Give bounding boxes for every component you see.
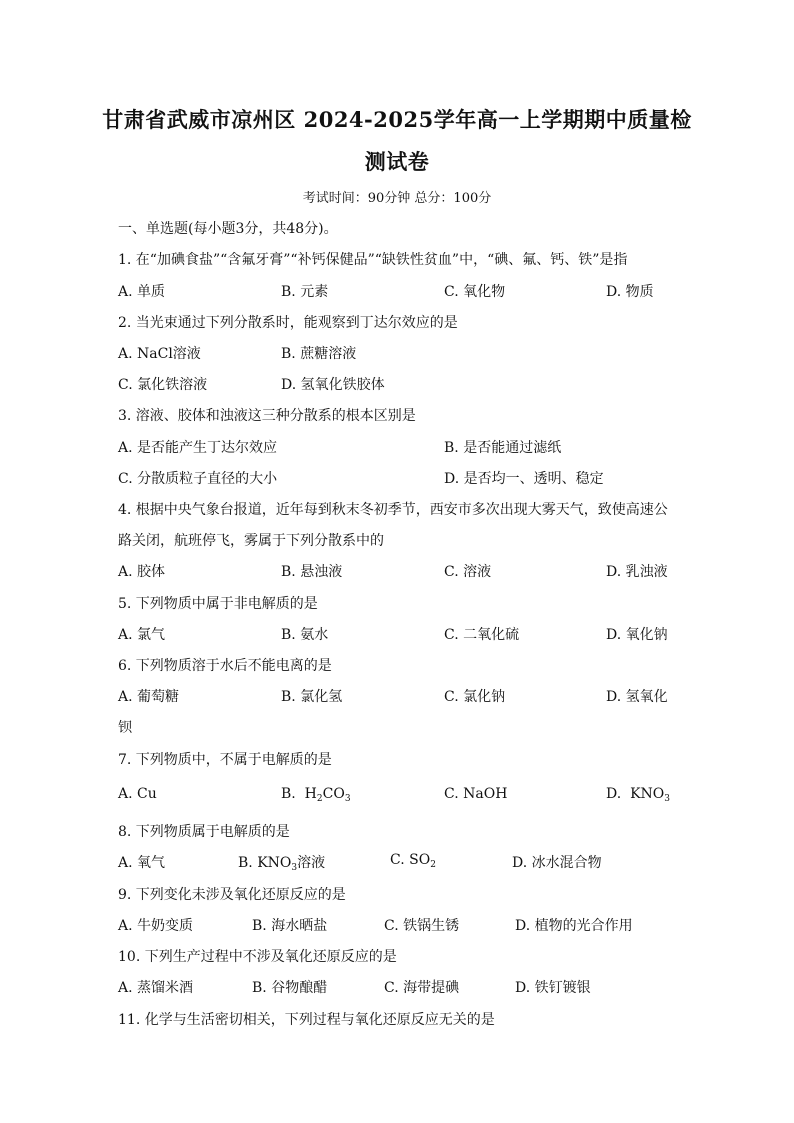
question-6-option-d: D. 氢氧化 xyxy=(606,689,668,705)
question-5-option-d: D. 氧化钠 xyxy=(606,627,668,643)
exam-info: 考试时间：90分钟 总分：100分 xyxy=(302,191,492,206)
exam-title-line2: 测试卷 xyxy=(364,149,430,174)
question-5-option-c: C. 二氧化硫 xyxy=(444,627,520,643)
question-3-option-d: D. 是否均一、透明、稳定 xyxy=(444,471,604,487)
question-5-option-a: A. 氯气 xyxy=(118,627,166,643)
question-1-option-a: A. 单质 xyxy=(118,284,166,300)
question-8-option-d: D. 冰水混合物 xyxy=(512,855,602,871)
question-6-option-a: A. 葡萄糖 xyxy=(118,689,180,705)
question-2-option-a: A. NaCl溶液 xyxy=(118,346,201,362)
formula-kno3: $KNO_3$ xyxy=(630,786,671,804)
question-10-option-b: B. 谷物酿醋 xyxy=(252,980,328,996)
option-letter: D. xyxy=(606,786,622,802)
question-6-stem: 6. 下列物质溶于水后不能电离的是 xyxy=(118,658,332,674)
question-6-option-b: B. 氯化氢 xyxy=(281,689,343,705)
question-9-option-c: C. 铁锅生锈 xyxy=(384,918,460,934)
question-9-option-b: B. 海水晒盐 xyxy=(252,918,328,934)
question-1-option-c: C. 氧化物 xyxy=(444,284,506,300)
question-7-option-b xyxy=(281,786,351,802)
question-4-stem-line2: 路关闭，航班停飞，雾属于下列分散系中的 xyxy=(118,533,384,549)
question-2-option-d: D. 氢氧化铁胶体 xyxy=(281,377,385,393)
option-letter: B. xyxy=(281,786,296,802)
question-3-option-a: A. 是否能产生丁达尔效应 xyxy=(118,440,278,456)
question-6-option-d-wrap: 钡 xyxy=(118,720,132,736)
question-10-option-c: C. 海带提碘 xyxy=(384,980,460,996)
exam-title-line1: 甘肃省武威市凉州区 2024-2025学年高一上学期期中质量检 xyxy=(102,107,692,132)
section-heading: 一、单选题(每小题3分，共48分)。 xyxy=(118,221,338,237)
question-7-option-c: C. NaOH xyxy=(444,786,508,802)
question-9-option-a: A. 牛奶变质 xyxy=(118,918,194,934)
question-2-option-b: B. 蔗糖溶液 xyxy=(281,346,357,362)
question-1-stem: 1. 在“加碘食盐”“含氟牙膏”“补钙保健品”“缺铁性贫血”中，“碘、氟、钙、铁”是指 xyxy=(118,252,628,268)
question-9-option-d: D. 植物的光合作用 xyxy=(515,918,633,934)
question-6-option-c: C. 氯化钠 xyxy=(444,689,506,705)
question-10-option-a: A. 蒸馏米酒 xyxy=(118,980,194,996)
question-7-option-d xyxy=(606,786,670,802)
question-10-option-d: D. 铁钉镀银 xyxy=(515,980,591,996)
question-1-option-d: D. 物质 xyxy=(606,284,654,300)
question-4-option-b: B. 悬浊液 xyxy=(281,564,343,580)
question-2-stem: 2. 当光束通过下列分散系时，能观察到丁达尔效应的是 xyxy=(118,315,458,331)
question-9-stem: 9. 下列变化未涉及氧化还原反应的是 xyxy=(118,887,346,903)
question-8-stem: 8. 下列物质属于电解质的是 xyxy=(118,824,290,840)
question-3-option-b: B. 是否能通过滤纸 xyxy=(444,440,562,456)
question-10-stem: 10. 下列生产过程中不涉及氧化还原反应的是 xyxy=(118,949,397,965)
question-5-option-b: B. 氨水 xyxy=(281,627,329,643)
question-7-stem: 7. 下列物质中，不属于电解质的是 xyxy=(118,752,332,768)
question-8-option-b: B. $KNO_3$溶液 xyxy=(238,855,326,873)
question-7-option-a: A. Cu xyxy=(118,786,157,802)
question-4-option-a: A. 胶体 xyxy=(118,564,166,580)
question-8-option-c: C. $SO_2$ xyxy=(390,852,436,870)
question-4-stem-line1: 4. 根据中央气象台报道，近年每到秋末冬初季节，西安市多次出现大雾天气，致使高速公 xyxy=(118,502,668,518)
question-5-stem: 5. 下列物质中属于非电解质的是 xyxy=(118,596,318,612)
question-4-option-c: C. 溶液 xyxy=(444,564,492,580)
question-8-option-a: A. 氧气 xyxy=(118,855,166,871)
question-3-option-c: C. 分散质粒子直径的大小 xyxy=(118,471,278,487)
question-1-option-b: B. 元素 xyxy=(281,284,329,300)
formula-h2co3: $H_2CO_3$ xyxy=(304,786,351,804)
question-3-stem: 3. 溶液、胶体和浊液这三种分散系的根本区别是 xyxy=(118,408,416,424)
question-11-stem: 11. 化学与生活密切相关，下列过程与氧化还原反应无关的是 xyxy=(118,1012,495,1028)
question-4-option-d: D. 乳浊液 xyxy=(606,564,668,580)
question-2-option-c: C. 氯化铁溶液 xyxy=(118,377,208,393)
